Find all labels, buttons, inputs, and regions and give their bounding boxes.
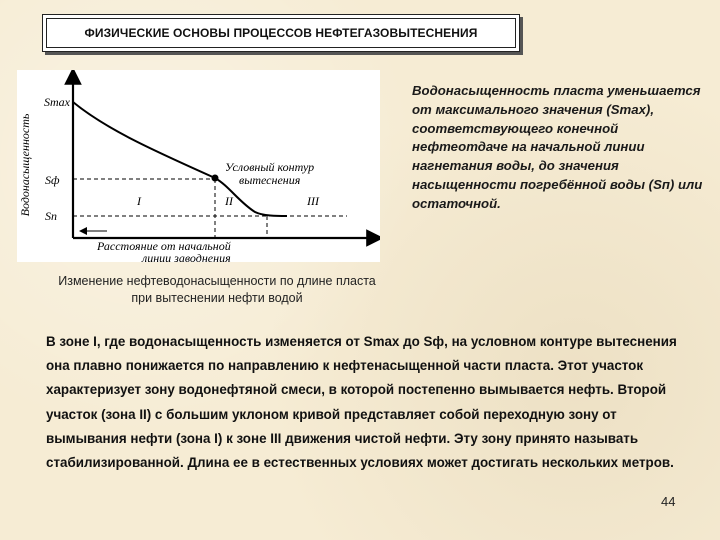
saturation-diagram <box>17 70 380 262</box>
level-sf-label: Sф <box>45 173 60 187</box>
slide-title: ФИЗИЧЕСКИЕ ОСНОВЫ ПРОЦЕССОВ НЕФТЕГАЗОВЫТЕСНЕНИЯ <box>46 18 516 48</box>
side-description: Водонасыщенность пласта уменьшается от максимального значения (Smax), соответствующего конечной нефтеотдаче на начальной линии нагнетания воды, до значения насыщенности погребённой воды (Sп) или остаточной. <box>412 83 703 211</box>
page-number: 44 <box>661 494 676 509</box>
front-label-line2: вытеснения <box>239 173 301 187</box>
level-sn-label: Sп <box>45 209 57 223</box>
saturation-curve <box>73 102 287 216</box>
front-point <box>212 175 219 182</box>
zone-3-label: III <box>307 194 319 208</box>
level-smax-label: Smax <box>44 95 70 109</box>
x-axis-label-line2: линии заводнения <box>142 251 231 262</box>
title-box <box>42 14 520 52</box>
zone-1-label: I <box>137 194 141 208</box>
zone-2-label: II <box>225 194 233 208</box>
figure-caption: Изменение нефтеводонасыщенности по длине пласта при вытеснении нефти водой <box>58 274 376 305</box>
body-paragraph: В зоне I, где водонасыщенность изменяется от Smax до Sф, на условном контуре вытеснения она плавно понижается по направлению к нефтенасыщенной части пласта. Этот участок характеризует зону водонефтяной смеси, в которой постепенно вымывается нефть. Второй участок (зона II) с большим уклоном кривой представляет собой переходную зону от вымывания нефти (зона I) к зоне III движения чистой нефти. Эту зону принято называть стабилизированной. Длина ее в естественных условиях может достигать нескольких метров. <box>46 334 677 471</box>
saturation-figure <box>17 70 380 262</box>
x-axis-label-line1: Расстояние от начальной <box>97 239 231 253</box>
y-axis-label: Водонасыщенность <box>18 113 32 217</box>
front-label-line1: Условный контур <box>225 160 315 174</box>
